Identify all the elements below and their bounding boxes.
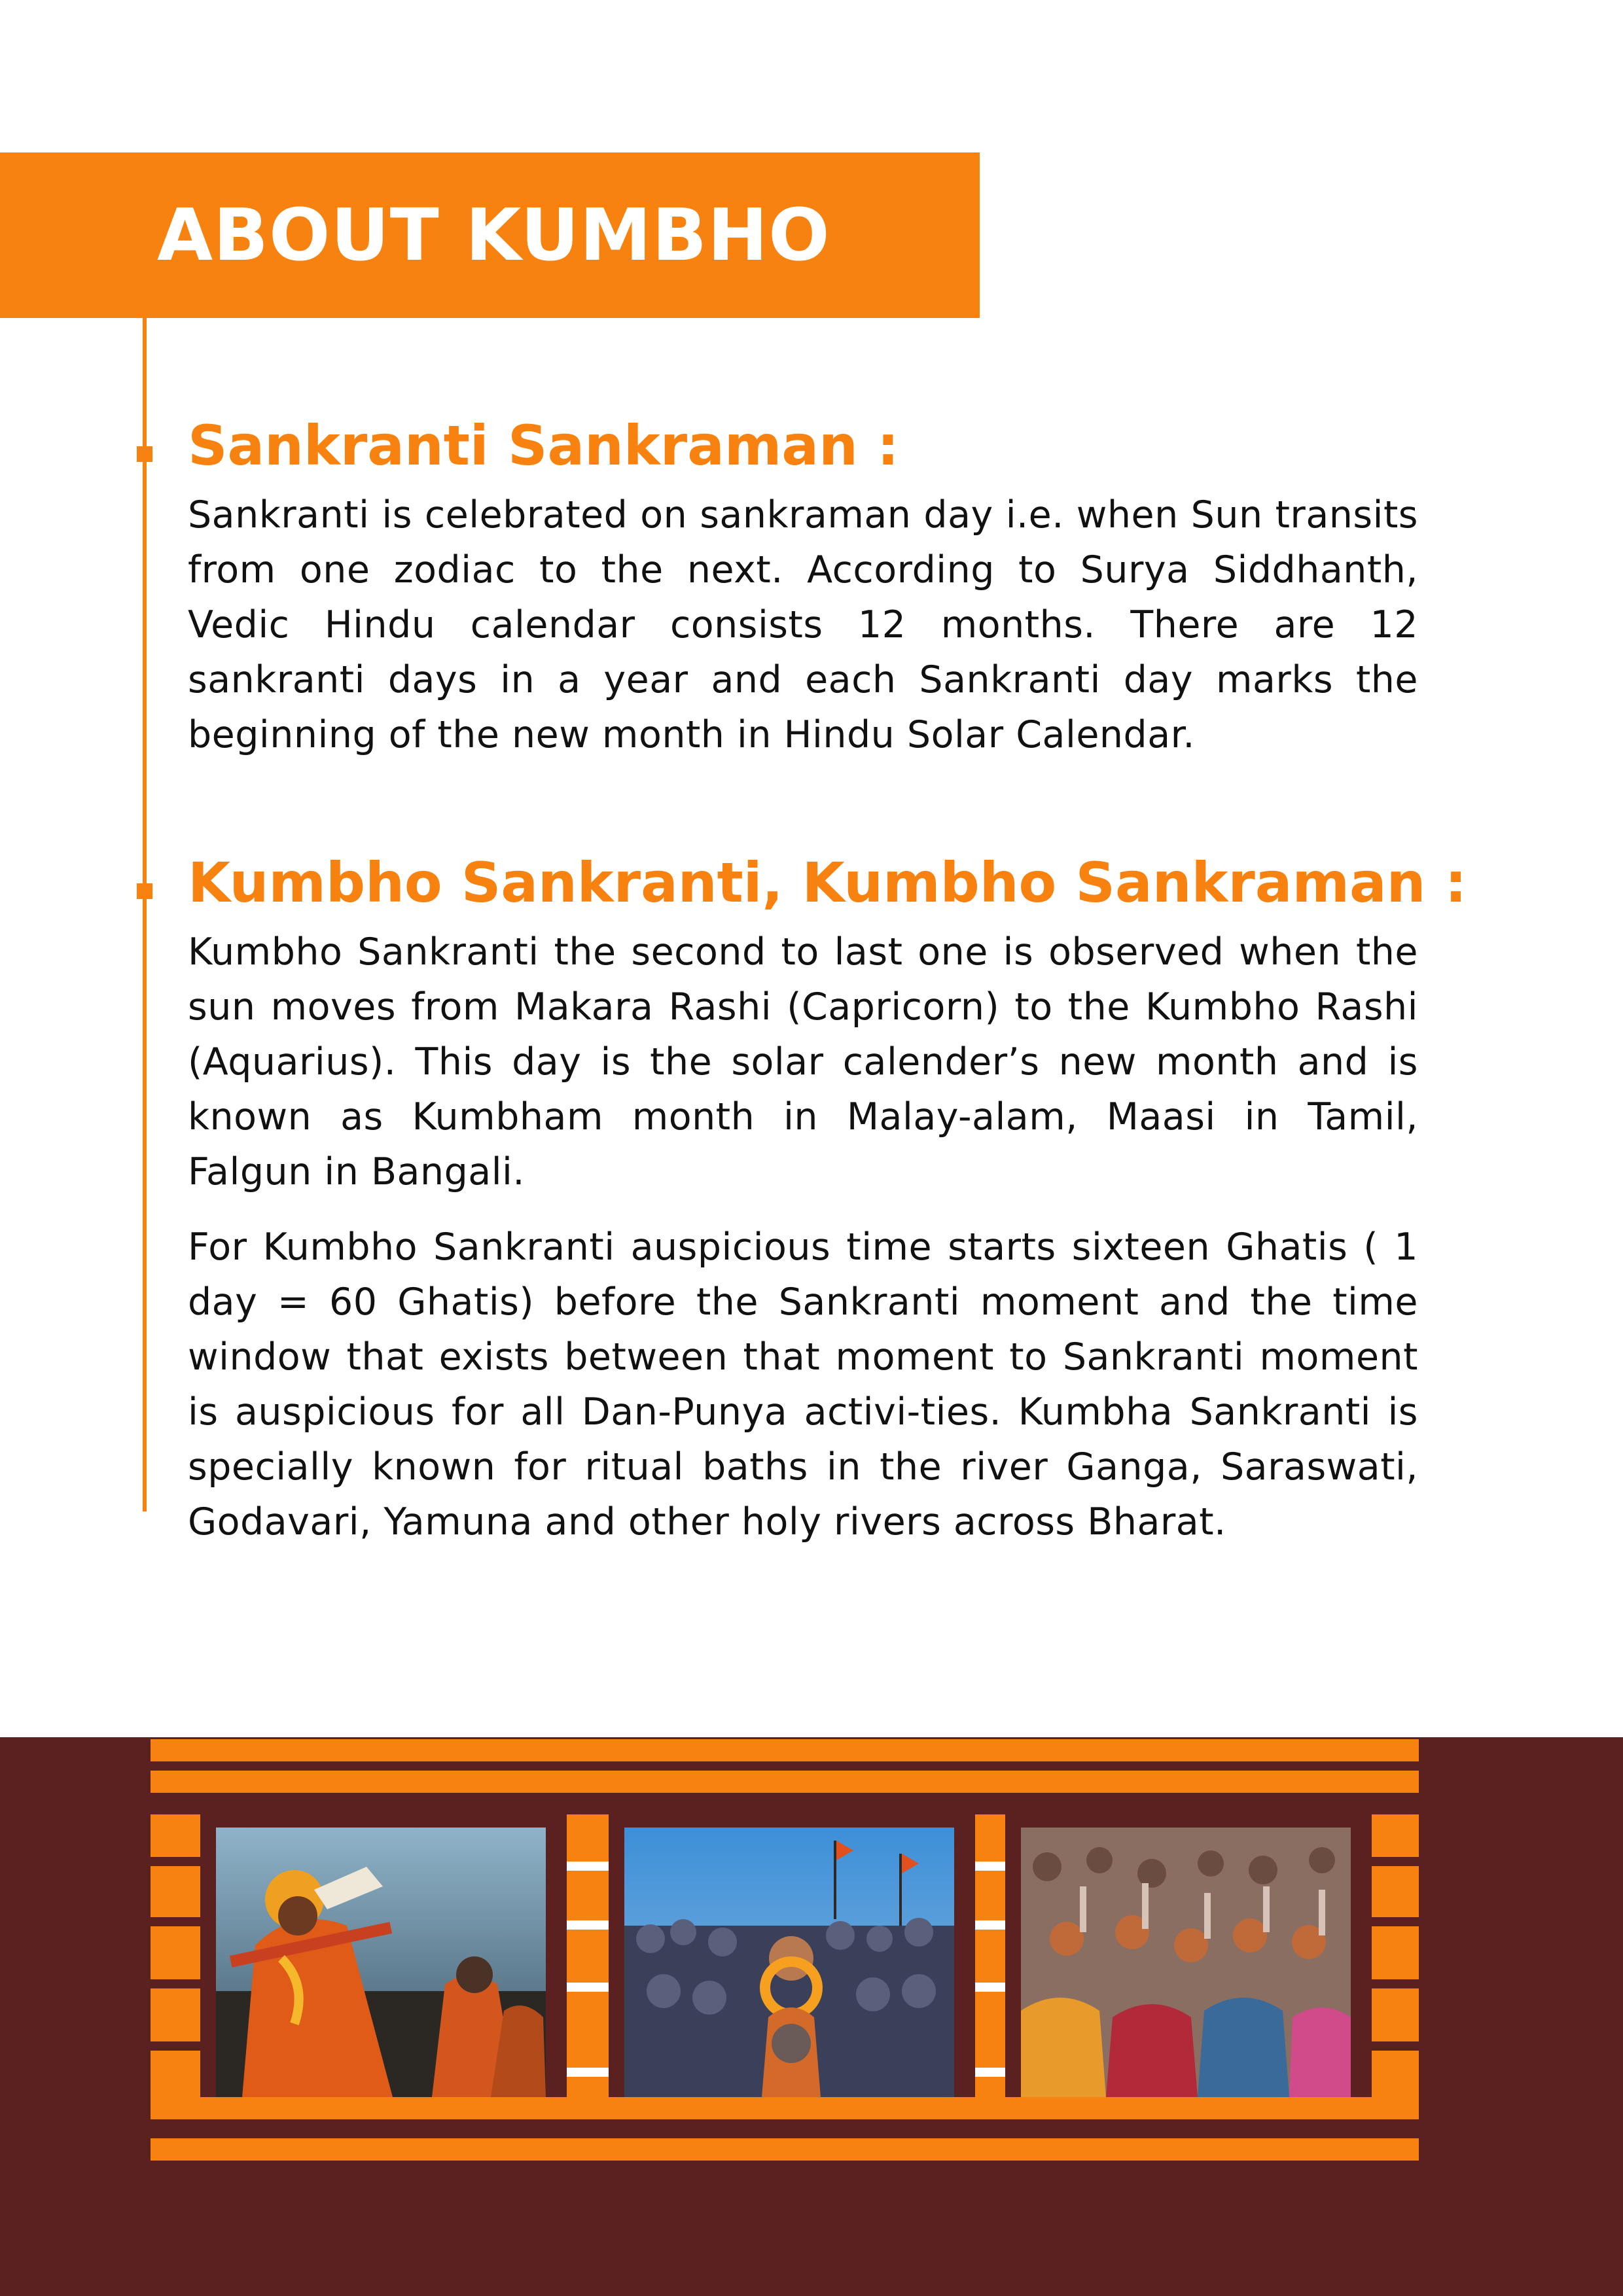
footer-stripe xyxy=(151,2138,1419,2161)
page-title: ABOUT KUMBHO xyxy=(157,193,830,277)
photo-child-crowd xyxy=(624,1828,954,2097)
section-paragraph: For Kumbho Sankranti auspicious time starts sixteen Ghatis ( 1 day = 60 Ghatis) before the Sankranti moment and the time window that exists between that moment to Sankranti moment is auspicious for all Dan-Punya activi-ties. Kumbha Sankranti is specially known for ritual baths in the river Ganga, Saraswati, Godavari, Yamuna and other holy rivers across Bharat. xyxy=(188,1226,1418,1544)
strip-divider xyxy=(1366,1917,1419,1926)
photo-frame xyxy=(1005,1814,1372,2097)
strip-divider xyxy=(1366,1857,1419,1866)
strip-divider xyxy=(1366,2041,1419,2051)
footer-stripe xyxy=(151,1771,1419,1793)
footer-stripe xyxy=(151,2097,1419,2119)
strip-divider xyxy=(151,2041,203,2051)
title-banner xyxy=(0,152,980,318)
photo-crowd-hands xyxy=(1021,1828,1351,2097)
timeline-line xyxy=(143,318,147,1511)
section-paragraph: Kumbho Sankranti the second to last one is observed when the sun moves from Makara Rashi (Capricorn) to the Kumbho Rashi (Aquarius). This day is the solar calender’s new month and is known as Kumbham month in Malay-alam, Maasi in Tamil, Falgun in Bangali. xyxy=(188,930,1418,1193)
photo-frame xyxy=(609,1814,975,2097)
photo-sadhu-conch xyxy=(216,1828,546,2097)
section-bullet xyxy=(137,883,152,899)
photo-frame xyxy=(200,1814,567,2097)
section-heading: Kumbho Sankranti, Kumbho Sankraman : xyxy=(188,851,1467,915)
strip-divider xyxy=(1366,1979,1419,1988)
strip-divider xyxy=(151,1979,203,1988)
footer-stripe xyxy=(151,1739,1419,1761)
strip-divider xyxy=(151,1857,203,1866)
section-bullet xyxy=(137,446,152,462)
section-heading: Sankranti Sankraman : xyxy=(188,414,899,478)
strip-divider xyxy=(151,1917,203,1926)
section-paragraph: Sankranti is celebrated on sankraman day i.e. when Sun transits from one zodiac to the next. According to Surya Siddhanth, Vedic Hindu calendar consists 12 months. There are 12 sankranti days in a year and each Sankranti day marks the beginning of the new month in Hindu Solar Calendar. xyxy=(188,493,1418,756)
